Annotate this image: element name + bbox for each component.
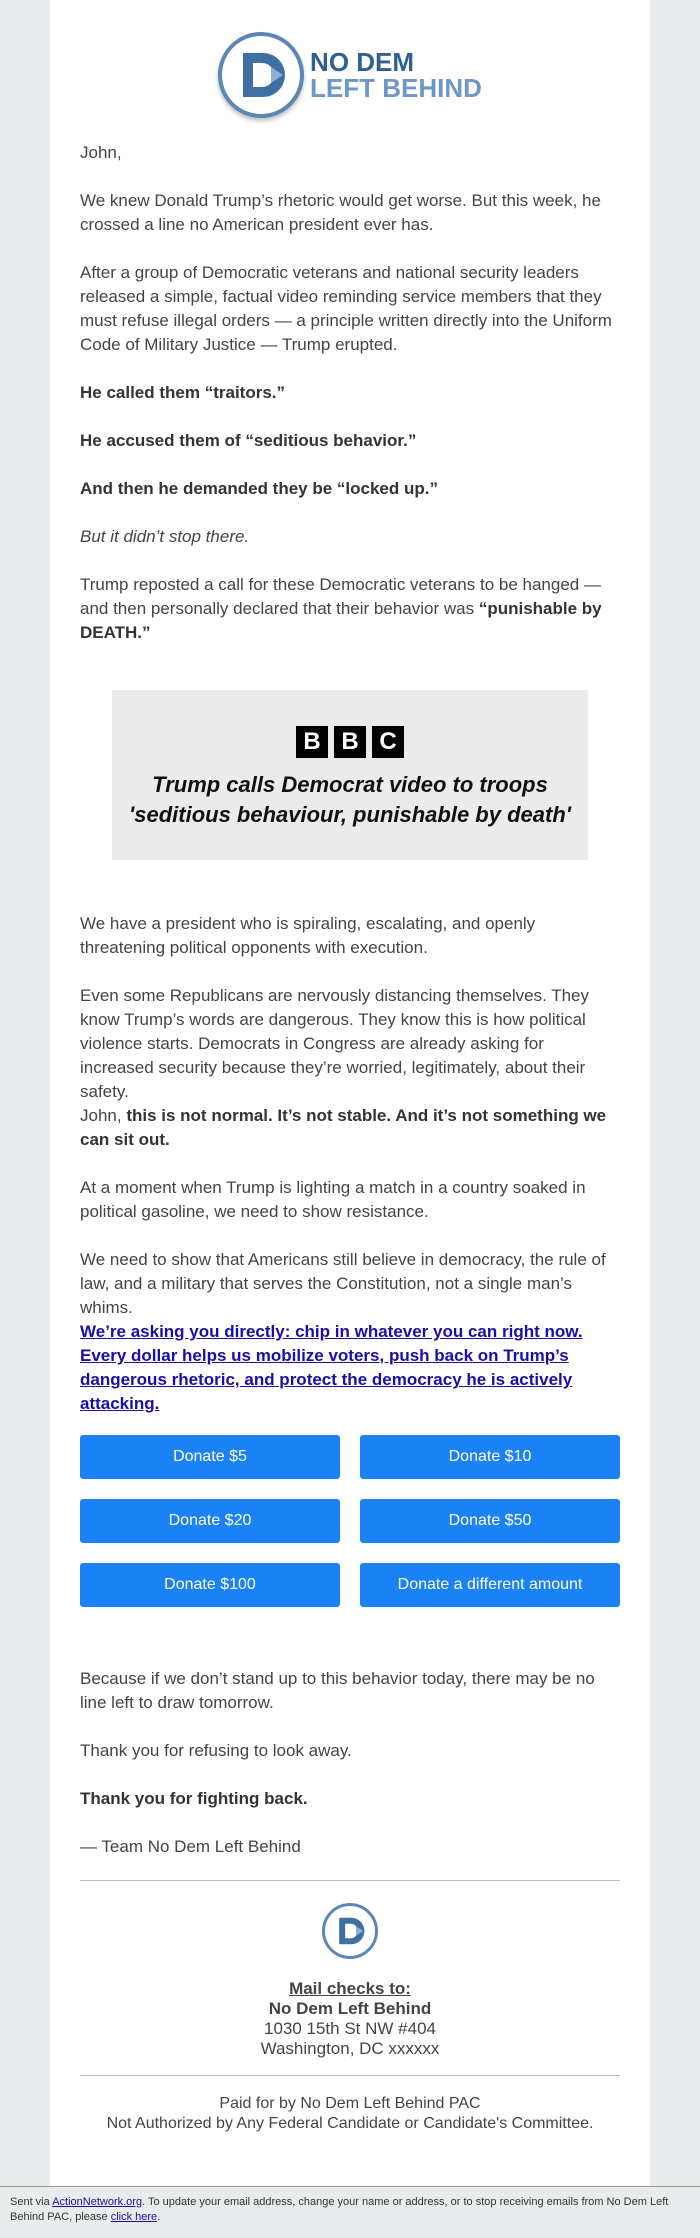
mail-address-line2: Washington, DC xxxxxx: [260, 2039, 440, 2058]
paragraph-6-bold: this is not normal. It’s not stable. And it’s not something we can sit out.: [80, 1106, 607, 1149]
greeting: John,: [80, 143, 122, 162]
paragraph-11: Thank you for fighting back.: [80, 1789, 308, 1808]
footer-logo: [80, 1903, 620, 1959]
mailing-address: [80, 1979, 620, 2059]
logo-line1: NO DEM: [310, 47, 415, 77]
paragraph-3: [80, 573, 620, 645]
divider: [80, 2075, 620, 2076]
donate-5-button[interactable]: Donate $5: [80, 1435, 340, 1479]
paragraph-10: Thank you for refusing to look away.: [80, 1741, 352, 1760]
paragraph-5: Even some Republicans are nervously distancing themselves. They know Trump’s words are dangerous. They know this is how political violence starts. Democrats in Congress are already asking for increased security because they’re worried, legitimately, about their safety.: [80, 986, 590, 1101]
paragraph-4: We have a president who is spiraling, escalating, and openly threatening political opponents with execution.: [80, 914, 536, 957]
donate-call-to-action-link[interactable]: We’re asking you directly: chip in whatever you can right now. Every dollar helps us mobilize voters, push back on Trump’s dangerous rhetoric, and protect the democracy he is actively attacking.: [80, 1322, 583, 1413]
bbc-letter: B: [296, 726, 328, 758]
bold-line-1: He called them “traitors.”: [80, 383, 286, 402]
paid-for-line: Paid for by No Dem Left Behind PAC: [219, 2095, 481, 2112]
unsubscribe-link[interactable]: click here: [110, 2211, 158, 2223]
divider: [80, 1880, 620, 1881]
disclaimer: [80, 2094, 620, 2134]
donate-100-button[interactable]: Donate $100: [80, 1563, 340, 1607]
signature: — Team No Dem Left Behind: [80, 1837, 301, 1856]
paragraph-3-text: Trump reposted a call for these Democratic veterans to be hanged — and then personally declared that their behavior was: [80, 575, 601, 618]
mail-heading: Mail checks to:: [289, 1979, 411, 1998]
bold-line-2: He accused them of “seditious behavior.”: [80, 431, 417, 450]
donate-50-button[interactable]: Donate $50: [360, 1499, 620, 1543]
donate-10-button[interactable]: Donate $10: [360, 1435, 620, 1479]
paragraph-3-bold: “punishable by DEATH.”: [80, 599, 602, 642]
authorization-line: Not Authorized by Any Federal Candidate or Candidate's Committee.: [106, 2115, 594, 2132]
paragraph-8: We need to show that Americans still believe in democracy, the rule of law, and a military that serves the Constitution, not a single man’s whims.: [80, 1250, 606, 1317]
footer-text: [0, 2187, 700, 2233]
bbc-headline: [112, 770, 588, 830]
logo-emblem-icon: [218, 32, 304, 118]
footer-pre: Sent via: [10, 2196, 53, 2208]
brand-logo: [50, 0, 650, 120]
footer-post: .: [157, 2211, 161, 2223]
bbc-headline-image: [112, 690, 588, 860]
logo-emblem-small-icon: [322, 1903, 378, 1959]
footer-mid: . To update your email address, change your name or address, or to stop receiving emails from No Dem Left Behind PAC, please: [10, 2196, 669, 2223]
paragraph-9: Because if we don’t stand up to this behavior today, there may be no line left to draw tomorrow.: [80, 1669, 595, 1712]
paragraph-6-text: John,: [80, 1106, 127, 1125]
donate-other-amount-button[interactable]: Donate a different amount: [360, 1563, 620, 1607]
bbc-letter: C: [372, 726, 404, 758]
paragraph-2: After a group of Democratic veterans and national security leaders released a simple, factual video reminding service members that they must refuse illegal orders — a principle written directly into the Uniform Code of Military Justice — Trump erupted.: [80, 263, 612, 354]
bbc-headline-line2: 'seditious behaviour, punishable by death': [129, 802, 571, 827]
paragraph-1: We knew Donald Trump’s rhetoric would get worse. But this week, he crossed a line no American president ever has.: [80, 191, 601, 234]
mail-name: No Dem Left Behind: [268, 1999, 432, 2018]
mail-address-line1: 1030 15th St NW #404: [263, 2019, 436, 2038]
bbc-logo: [112, 726, 588, 758]
bbc-headline-line1: Trump calls Democrat video to troops: [152, 772, 548, 797]
paragraph-6: [80, 1104, 620, 1152]
italic-line: But it didn’t stop there.: [80, 527, 250, 546]
actionnetwork-link[interactable]: ActionNetwork.org: [52, 2196, 143, 2208]
email-footer: [0, 2186, 700, 2238]
bold-line-3: And then he demanded they be “locked up.”: [80, 479, 438, 498]
logo-line2: LEFT BEHIND: [310, 73, 482, 103]
donate-20-button[interactable]: Donate $20: [80, 1499, 340, 1543]
paragraph-7: At a moment when Trump is lighting a match in a country soaked in political gasoline, we need to show resistance.: [80, 1178, 586, 1221]
bbc-letter: B: [334, 726, 366, 758]
